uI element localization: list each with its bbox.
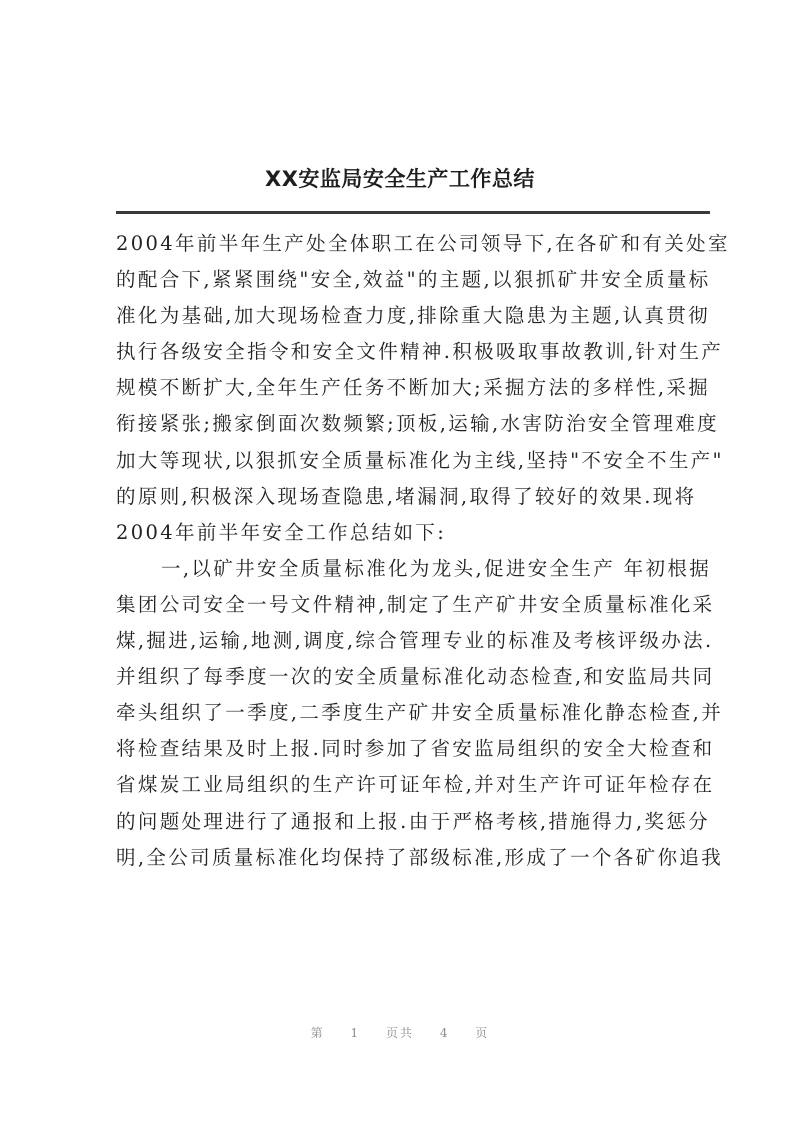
paragraph-2-line-5: 牵头组织了一季度,二季度生产矿井安全质量标准化静态检查,并	[116, 701, 724, 725]
paragraph-2-line-4: 并组织了每季度一次的安全质量标准化动态检查,和安监局共同	[116, 665, 715, 689]
page-label-prefix: 第	[310, 1026, 325, 1040]
paragraph-1-line-8: 的原则,积极深入现场查隐患,堵漏洞,取得了较好的效果.现将	[116, 484, 697, 508]
paragraph-1-line-1: 2004年前半年生产处全体职工在公司领导下,在各矿和有关处室	[116, 232, 730, 255]
total-pages-number: 4	[439, 1026, 450, 1040]
document-body	[116, 226, 730, 876]
paragraph-1-line-4: 执行各级安全指令和安全文件精神.积极吸取事故教训,针对生产	[116, 340, 724, 364]
paragraph-2-line-3: 煤,掘进,运输,地测,调度,综合管理专业的标准及考核评级办法.	[116, 629, 714, 653]
paragraph-2-line-8: 的问题处理进行了通报和上报.由于严格考核,措施得力,奖惩分	[116, 809, 710, 833]
paragraph-1-line-6: 衔接紧张;搬家倒面次数频繁;顶板,运输,水害防治安全管理难度	[116, 412, 720, 436]
paragraph-1-line-3: 准化为基础,加大现场检查力度,排除重大隐患为主题,认真贯彻	[116, 304, 710, 328]
paragraph-1-line-9: 2004年前半年安全工作总结如下:	[116, 520, 447, 544]
paragraph-1-line-2: 的配合下,紧紧围绕"安全,效益"的主题,以狠抓矿井安全质量标	[116, 268, 711, 292]
title-divider	[116, 211, 710, 214]
document-title: XX安监局安全生产工作总结	[265, 167, 535, 191]
paragraph-2-line-9: 明,全公司质量标准化均保持了部级标准,形成了一个各矿你追我	[116, 845, 724, 869]
paragraph-2-line-1: 一,以矿井安全质量标准化为龙头,促进安全生产 年初根据	[161, 556, 712, 580]
paragraph-2-line-7: 省煤炭工业局组织的生产许可证年检,并对生产许可证年检存在	[116, 773, 715, 797]
page-label-suffix: 页	[475, 1026, 490, 1040]
paragraph-1-line-7: 加大等现状,以狠抓安全质量标准化为主线,坚持"不安全不生产"	[116, 448, 724, 472]
paragraph-2-line-2: 集团公司安全一号文件精神,制定了生产矿井安全质量标准化采	[116, 592, 715, 616]
paragraph-1-line-5: 规模不断扩大,全年生产任务不断加大;采掘方法的多样性,采掘	[116, 376, 711, 400]
page-label-mid: 页共	[385, 1026, 414, 1040]
paragraph-2-line-6: 将检查结果及时上报.同时参加了省安监局组织的安全大检查和	[116, 737, 715, 761]
current-page-number: 1	[350, 1026, 361, 1040]
page-footer	[0, 1024, 800, 1041]
